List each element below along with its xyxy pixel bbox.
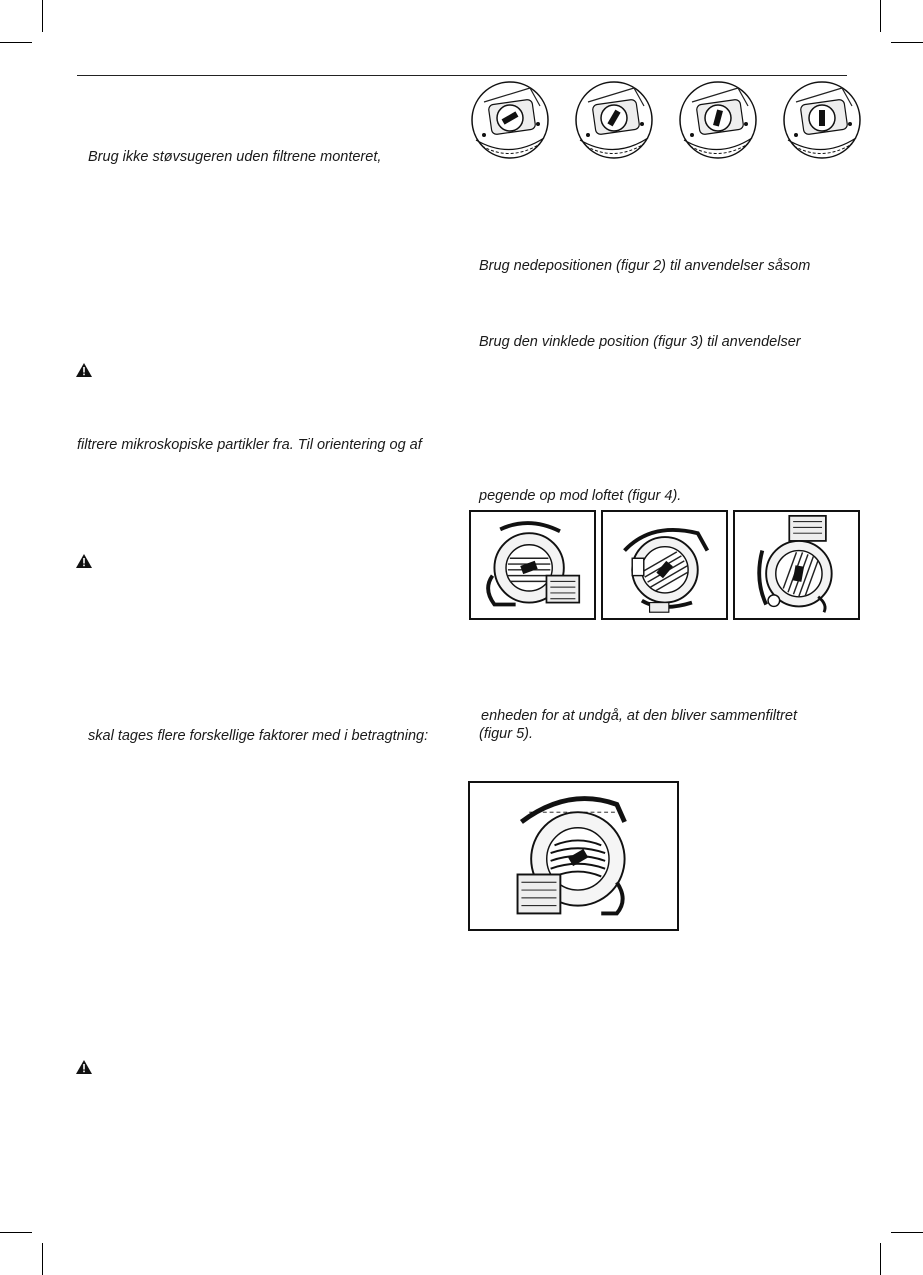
dial-position-3-figure	[678, 80, 758, 160]
crop-mark	[891, 1232, 923, 1233]
blower-angled-position-figure	[601, 510, 728, 620]
crop-mark	[891, 42, 923, 43]
text-angled-position: Brug den vinklede position (figur 3) til anvendelser	[479, 334, 801, 350]
blower-cord-wrap-figure	[468, 781, 679, 931]
crop-mark	[42, 0, 43, 32]
crop-mark	[42, 1243, 43, 1275]
crop-mark	[0, 1232, 32, 1233]
text-down-position: Brug nedepositionen (figur 2) til anvendelser såsom	[479, 258, 811, 274]
warning-triangle-icon	[76, 1060, 92, 1074]
text-factors: skal tages flere forskellige faktorer med i betragtning:	[88, 728, 429, 744]
crop-mark	[880, 1243, 881, 1275]
header-rule	[77, 75, 847, 76]
crop-mark	[880, 0, 881, 32]
blower-down-position-figure	[469, 510, 596, 620]
text-microscopic-particles: filtrere mikroskopiske partikler fra. Til orientering og af	[77, 437, 422, 453]
dial-position-4-figure	[782, 80, 862, 160]
text-cord-tangle: enheden for at undgå, at den bliver sammenfiltret	[481, 708, 797, 724]
blower-upright-position-figure	[733, 510, 860, 620]
text-ceiling: pegende op mod loftet (figur 4).	[479, 488, 682, 504]
text-figure-5-ref: (figur 5).	[479, 726, 533, 742]
text-filters-warning: Brug ikke støvsugeren uden filtrene monteret,	[88, 149, 382, 165]
dial-position-2-figure	[574, 80, 654, 160]
warning-triangle-icon	[76, 554, 92, 568]
dial-position-1-figure	[470, 80, 550, 160]
crop-mark	[0, 42, 32, 43]
warning-triangle-icon	[76, 363, 92, 377]
